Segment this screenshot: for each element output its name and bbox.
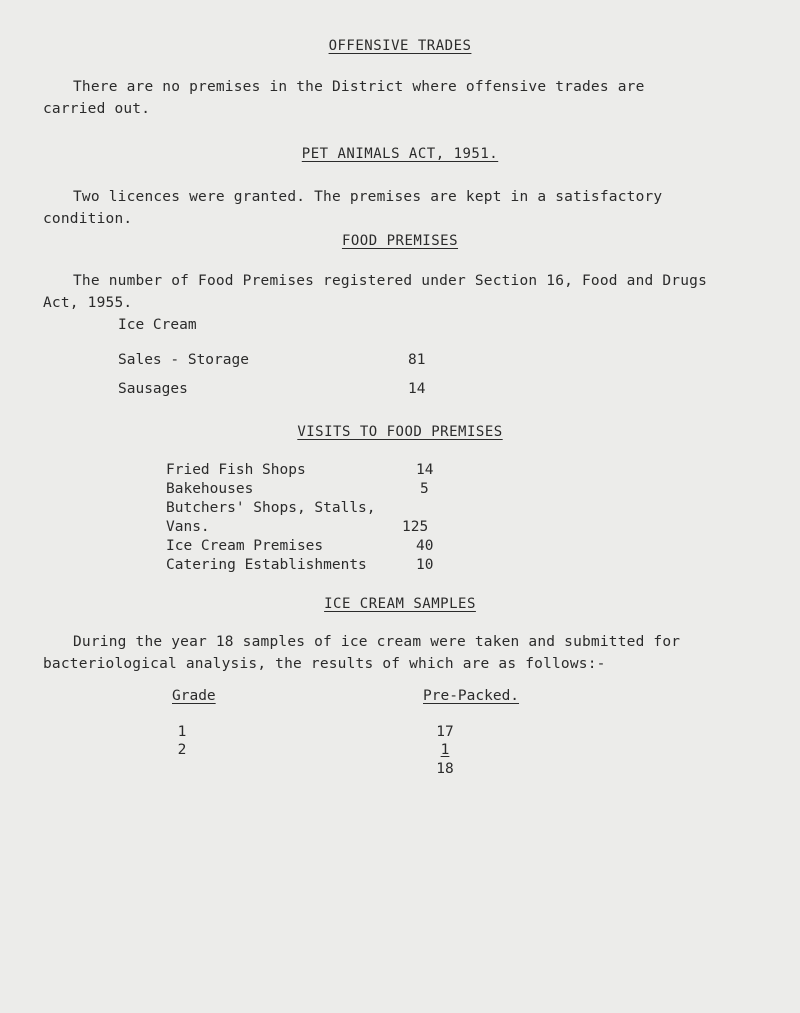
- row-value: 40: [416, 538, 434, 554]
- offensive-trades-heading: OFFENSIVE TRADES: [328, 38, 472, 54]
- row-label: Fried Fish Shops: [166, 462, 306, 478]
- row-value: 14: [416, 462, 434, 478]
- prepacked-count: 17: [436, 724, 454, 740]
- row-label: Sales - Storage: [118, 352, 249, 368]
- offensive-trades-text: There are no premises in the District where offensive trades are carried out.: [43, 79, 645, 117]
- row-value: 14: [408, 381, 426, 397]
- grade-value: 2: [177, 742, 187, 758]
- grade-column-header: Grade: [172, 688, 216, 704]
- document-page: OFFENSIVE TRADES There are no premises in the District where offensive trades are carried out. PET ANIMALS ACT, 1951. Two licences were granted. The premises are kept in a satisfactory condition. FOOD PREMISES The number of Food Premises registered under Section 16, Food and Drugs Act, 1955. Ice Cream Sales - Storage 81 Sausages 14 VISITS TO FOOD PREMISES Fried Fish Shops 14 Bakehouses 5 Butchers' Shops, Stalls, Vans. 125 Ice Cream Premises 40 Catering Establishments 10 ICE CREAM SAMPLES During the year 18 samples of ice cream were taken and submitted for bacteriological analysis, the results of which are as follows:- Grade Pre-Packed. 1 17 2 1 18: [0, 0, 800, 1013]
- row-label: Butchers' Shops, Stalls,: [166, 500, 376, 516]
- row-value: 10: [416, 557, 434, 573]
- row-value: 81: [408, 352, 426, 368]
- prepacked-column-header: Pre-Packed.: [423, 688, 520, 704]
- row-label: Catering Establishments: [166, 557, 367, 573]
- row-label: Ice Cream Premises: [166, 538, 324, 554]
- ice-cream-samples-heading: ICE CREAM SAMPLES: [324, 596, 476, 612]
- pet-animals-heading: PET ANIMALS ACT, 1951.: [301, 146, 499, 162]
- ice-cream-samples-text: During the year 18 samples of ice cream were taken and submitted for bacteriological analysis, the results of which are as follows:-: [43, 634, 681, 672]
- row-value: 5: [420, 481, 429, 497]
- prepacked-total: 18: [436, 761, 454, 777]
- visits-heading: VISITS TO FOOD PREMISES: [297, 424, 503, 440]
- pet-animals-text: Two licences were granted. The premises are kept in a satisfactory condition.: [43, 189, 663, 227]
- row-label: Vans.: [166, 519, 210, 535]
- row-label: Sausages: [118, 381, 188, 397]
- row-label: Bakehouses: [166, 481, 254, 497]
- prepacked-count: 1: [440, 742, 450, 758]
- row-value: 125: [402, 519, 429, 535]
- food-premises-heading: FOOD PREMISES: [341, 233, 459, 249]
- food-premises-text: The number of Food Premises registered under Section 16, Food and Drugs Act, 1955.: [43, 273, 708, 311]
- grade-value: 1: [177, 724, 187, 740]
